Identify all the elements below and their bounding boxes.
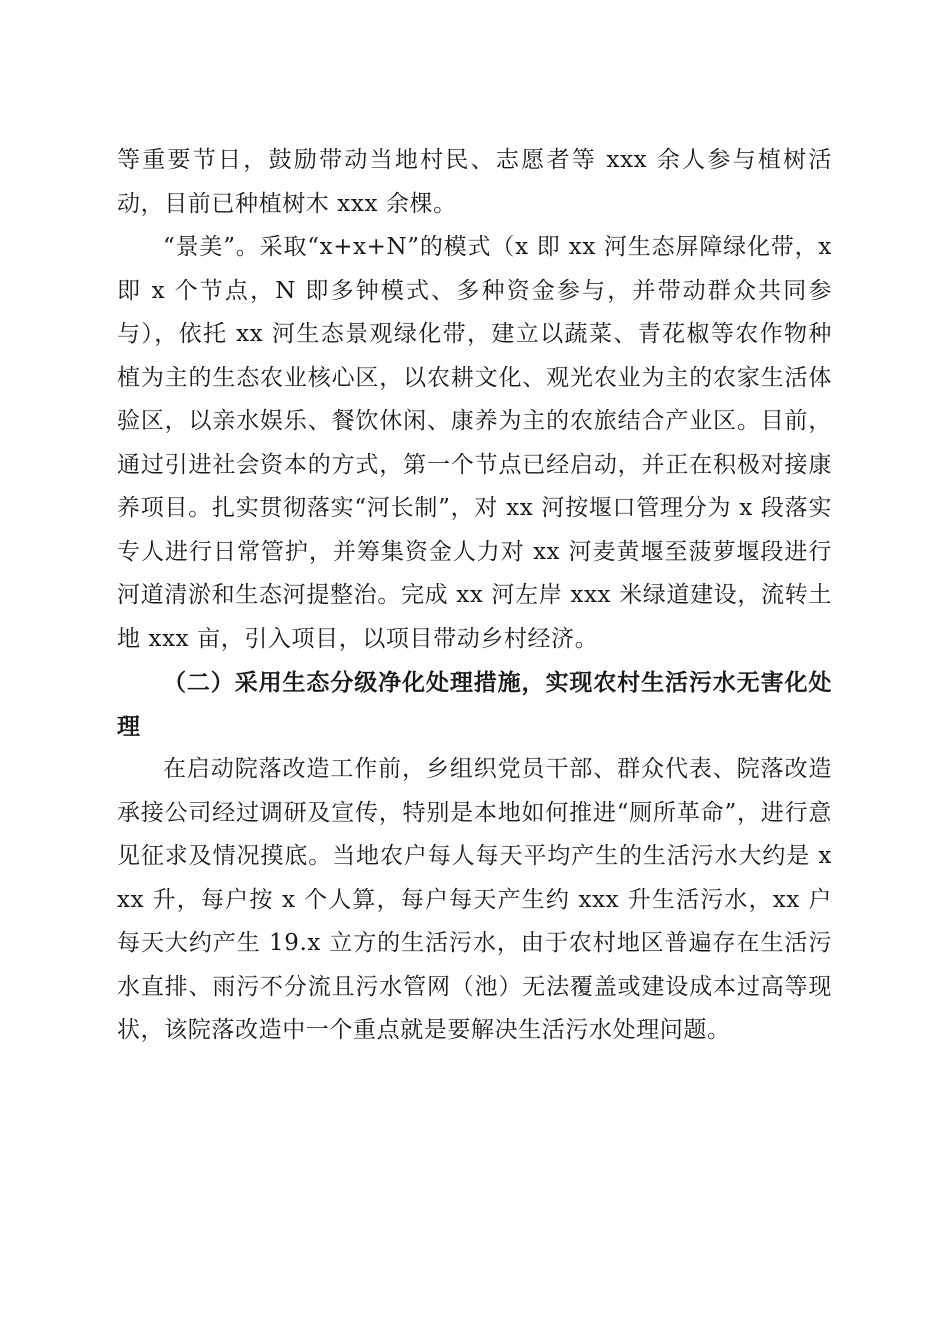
- document-page: [117, 139, 832, 1053]
- body-paragraph-3: 在启动院落改造工作前，乡组织党员干部、群众代表、院落改造承接公司经过调研及宣传，特别是本地如何推进“厕所革命”，进行意见征求及情况摸底。当地农户每人每天平均产生的生活污水大约是 xxx 升，每户按 x 个人算，每户每天产生约 xxx 升生活污水，xx 户每天大约产生 19.x 立方的生活污水，由于农村地区普遍存在生活污水直排、雨污不分流且污水管网（池）无法覆盖或建设成本过高等现状，该院落改造中一个重点就是要解决生活污水处理问题。: [117, 756, 832, 1043]
- body-paragraph-1: 等重要节日，鼓励带动当地村民、志愿者等 xxx 余人参与植树活动，目前已种植树木 xxx 余棵。: [117, 147, 832, 217]
- body-paragraph-2: “景美”。采取“x+x+N”的模式（x 即 xx 河生态屏障绿化带，x 即 x 个节点，N 即多钟模式、多种资金参与，并带动群众共同参与），依托 xx 河生态景观绿化带，建立以蔬菜、青花椒等农作物种植为主的生态农业核心区，以农耕文化、观光农业为主的农家生活体验区，以亲水娱乐、餐饮休闲、康养为主的农旅结合产业区。目前，通过引进社会资本的方式，第一个节点已经启动，并正在积极对接康养项目。扎实贯彻落实“河长制”，对 xx 河按堰口管理分为 x 段落实专人进行日常管护，并筹集资金人力对 xx 河麦黄堰至菠萝堰段进行河道清淤和生态河提整治。完成 xx 河左岸 xxx 米绿道建设，流转土地 xxx 亩，引入项目，以项目带动乡村经济。: [117, 234, 832, 652]
- section-heading-2: （二）采用生态分级净化处理措施，实现农村生活污水无害化处理: [117, 669, 832, 740]
